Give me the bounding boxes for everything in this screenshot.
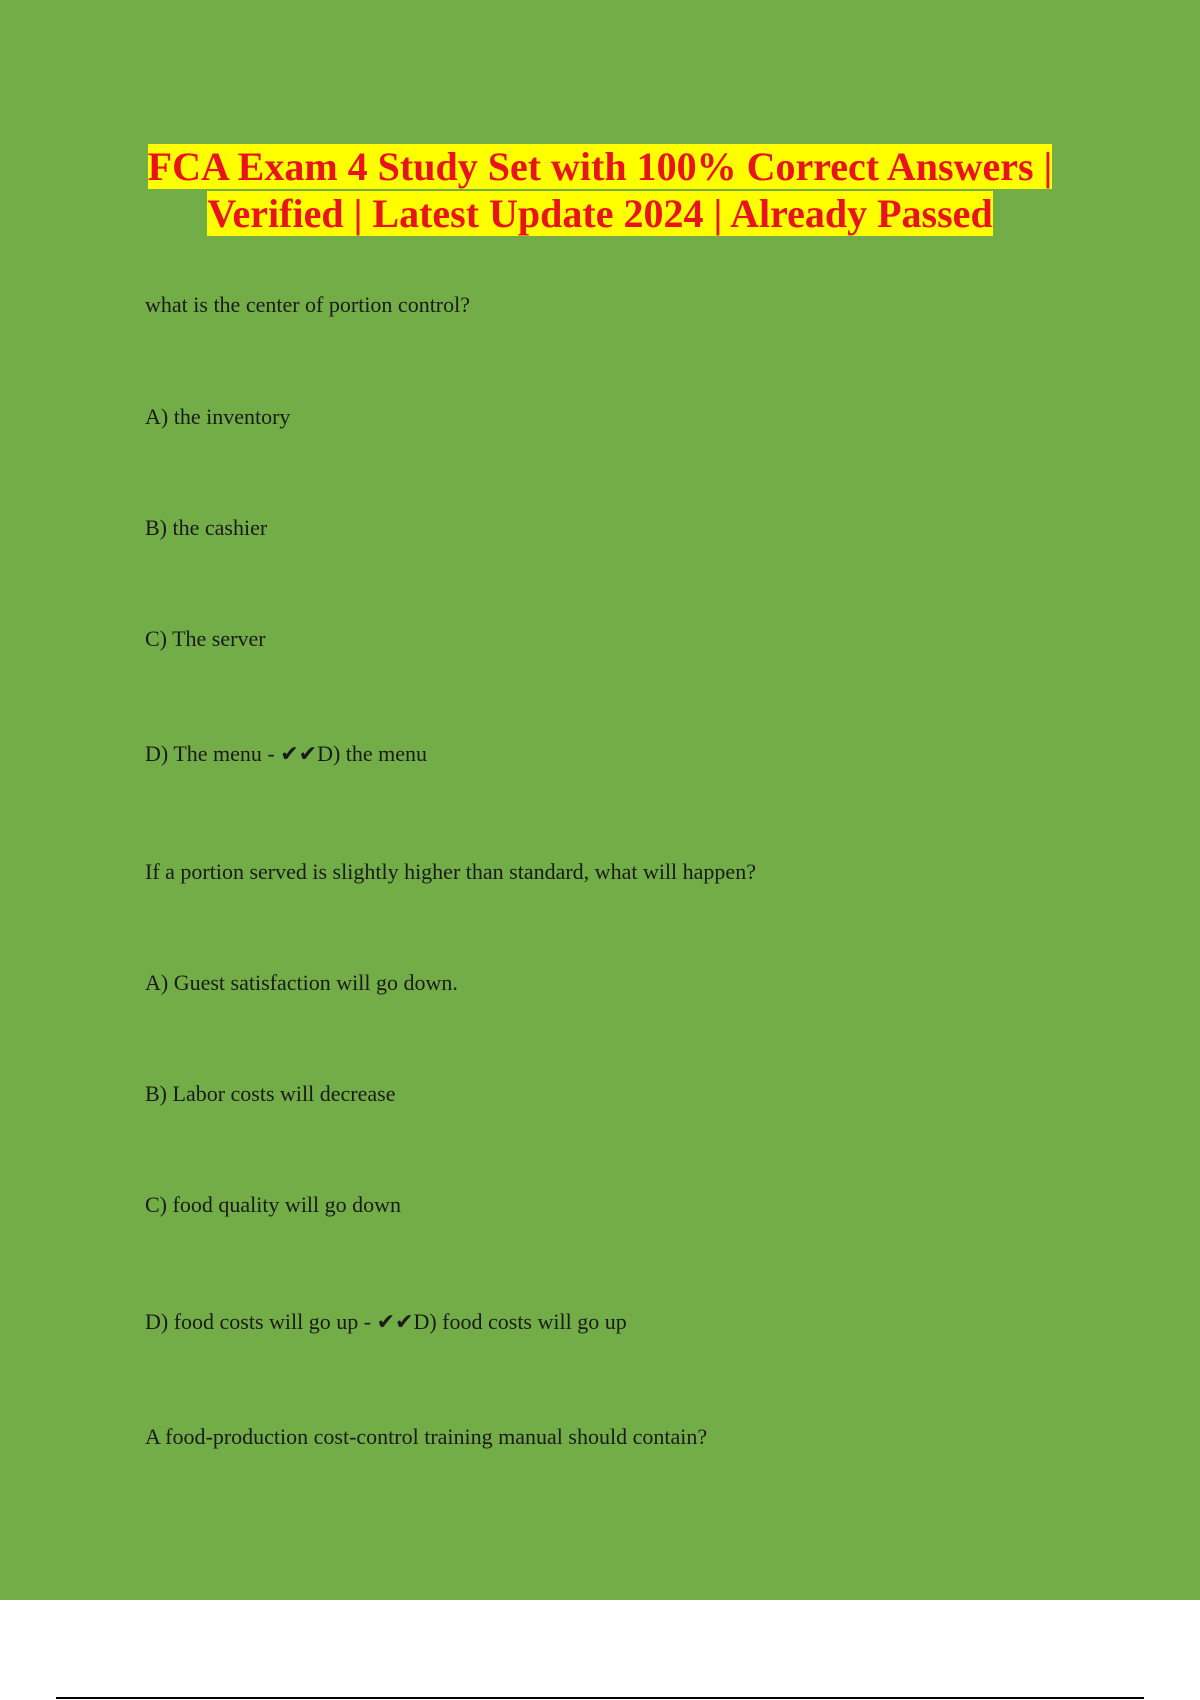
document-title	[0, 143, 1200, 237]
question-1-option-c: C) The server	[145, 626, 266, 651]
question-3: A food-production cost-control training manual should contain?	[145, 1424, 708, 1449]
title-line-1: FCA Exam 4 Study Set with 100% Correct Answers |	[147, 144, 1053, 189]
question-1-option-a: A) the inventory	[145, 404, 291, 429]
question-2-option-c: C) food quality will go down	[145, 1192, 402, 1217]
question-2-option-a: A) Guest satisfaction will go down.	[145, 970, 458, 995]
question-1: what is the center of portion control?	[145, 292, 471, 317]
title-line-2: Verified | Latest Update 2024 | Already Passed	[207, 191, 993, 236]
question-1-option-b: B) the cashier	[145, 515, 268, 540]
footer-divider	[56, 1697, 1144, 1699]
question-2-option-d-answer: D) food costs will go up - ✔✔D) food costs will go up	[145, 1309, 627, 1334]
question-2: If a portion served is slightly higher than standard, what will happen?	[145, 859, 756, 884]
question-1-option-d-answer: D) The menu - ✔✔D) the menu	[145, 741, 428, 766]
question-2-option-b: B) Labor costs will decrease	[145, 1081, 396, 1106]
